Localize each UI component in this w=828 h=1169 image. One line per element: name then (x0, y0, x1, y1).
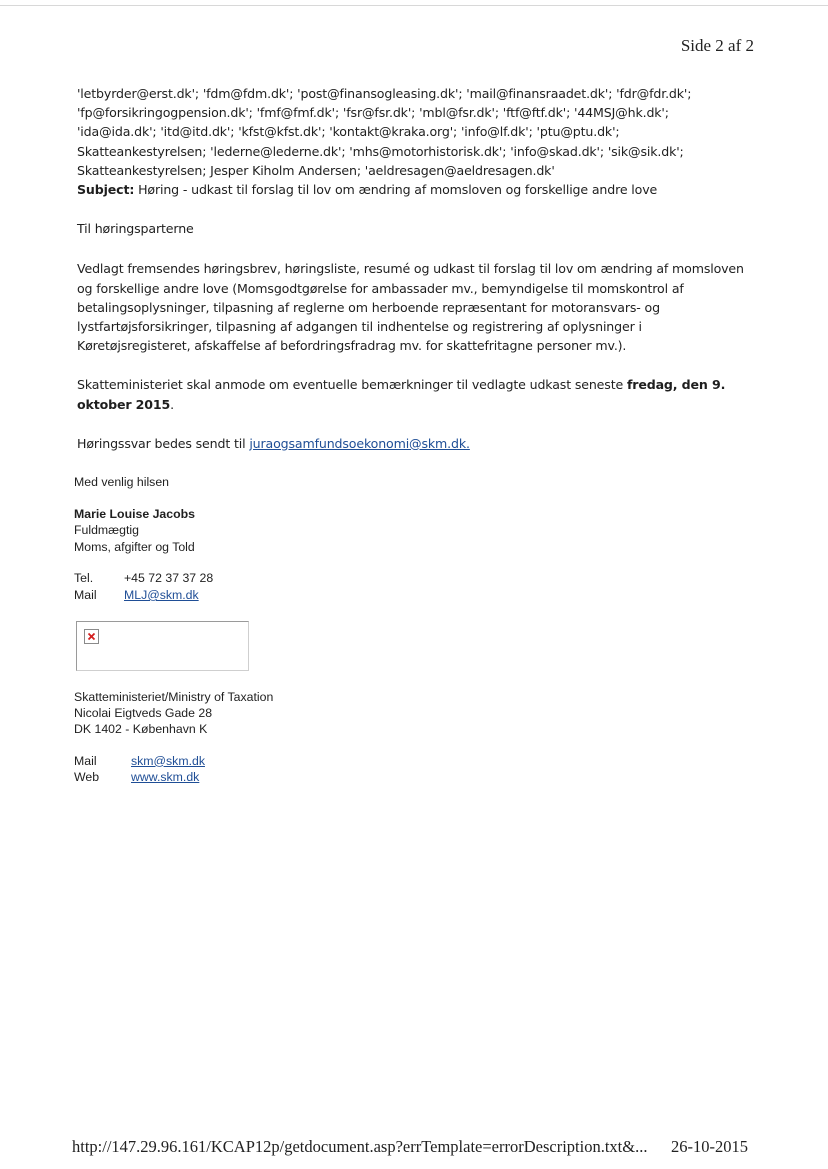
body-line: betalingsoplysninger, tilpasning af reglerne om herboende repræsentant for motoransvars- og (77, 299, 660, 315)
deadline-text: Skatteministeriet skal anmode om eventuelle bemærkninger til vedlagte udkast seneste (77, 377, 627, 393)
phone-row (74, 570, 474, 587)
subject-line (77, 180, 767, 199)
deadline-date-cont: oktober 2015 (77, 396, 171, 412)
body-line: Køretøjsregisteret, afskaffelse af befordringsfradrag mv. for skattefritagne personer mv.). (77, 338, 627, 354)
recipient-line: 'ida@ida.dk'; 'itd@itd.dk'; 'kfst@kfst.dk'; 'kontakt@kraka.org'; 'info@lf.dk'; 'ptu@ptu.dk'; (77, 124, 620, 140)
subject-text: Høring - udkast til forslag til lov om ændring af momsloven og forskellige andre love (134, 182, 658, 198)
mail-row (74, 587, 474, 604)
mail-link[interactable]: MLJ@skm.dk (124, 587, 199, 602)
org-mail-link[interactable]: skm@skm.dk (131, 753, 205, 768)
address-block (74, 689, 474, 785)
greeting: Til høringsparterne (77, 221, 194, 237)
deadline-suffix: . (170, 396, 174, 412)
deadline-date: fredag, den 9. (626, 377, 726, 393)
phone-value: +45 72 37 37 28 (124, 571, 214, 586)
body-line: lystfartøjsforsikringer, tilpasning af adgangen til indhentelse og registrering af oplysninger i (77, 319, 642, 335)
org-web-row (74, 769, 474, 785)
recipient-list (77, 84, 767, 180)
footer-date: 26-10-2015 (671, 1137, 748, 1156)
broken-image-icon (84, 629, 99, 644)
org-mail-row (74, 753, 474, 769)
recipient-line: 'fp@forsikringogpension.dk'; 'fmf@fmf.dk'; 'fsr@fsr.dk'; 'mbl@fsr.dk'; 'ftf@ftf.dk'; '44MSJ@hk.dk'; (77, 105, 669, 121)
street: Nicolai Eigtveds Gade 28 (74, 706, 213, 721)
email-body (77, 84, 767, 453)
deadline-paragraph (77, 375, 767, 413)
body-line: Vedlagt fremsendes høringsbrev, høringsliste, resumé og udkast til forslag til lov om ændring af momsloven (77, 261, 744, 277)
signer-department: Moms, afgifter og Told (74, 539, 195, 554)
org-web-link[interactable]: www.skm.dk (131, 769, 200, 784)
page-number: Side 2 af 2 (680, 36, 754, 55)
reply-email-link[interactable]: juraogsamfundsoekonomi@skm.dk. (249, 435, 470, 451)
footer-url: http://147.29.96.161/KCAP12p/getdocument.asp?errTemplate=errorDescription.txt&... (72, 1137, 648, 1156)
reply-paragraph (77, 434, 767, 453)
closing: Med venlig hilsen (74, 475, 170, 489)
signer-title: Fuldmægtig (74, 523, 139, 538)
subject-label: Subject: (77, 182, 135, 198)
image-placeholder (76, 621, 249, 671)
recipient-line: 'letbyrder@erst.dk'; 'fdm@fdm.dk'; 'post@finansogleasing.dk'; 'mail@finansraadet.dk'; 'fdr@fdr.dk'; (77, 86, 692, 101)
org-mail-label: Mail (74, 753, 97, 768)
recipient-line: Skatteankestyrelsen; 'lederne@lederne.dk'; 'mhs@motorhistorisk.dk'; 'info@skad.dk'; 'sik@sik.dk'; (77, 143, 684, 159)
signer-name: Marie Louise Jacobs (74, 506, 195, 521)
mail-label: Mail (74, 587, 97, 602)
phone-label: Tel. (74, 571, 94, 586)
city: DK 1402 - København K (74, 722, 208, 737)
reply-text: Høringssvar bedes sendt til (77, 435, 250, 451)
recipient-line: Skatteankestyrelsen; Jesper Kiholm Andersen; 'aeldresagen@aeldresagen.dk' (77, 162, 555, 178)
org-name: Skatteministeriet/Ministry of Taxation (74, 690, 274, 704)
org-web-label: Web (74, 769, 100, 784)
body-line: og forskellige andre love (Momsgodtgørelse for ambassader mv., bemyndigelse til momskontrol af (77, 280, 684, 296)
top-rule (0, 5, 828, 6)
body-paragraph (77, 259, 767, 355)
signature-block (74, 474, 474, 604)
